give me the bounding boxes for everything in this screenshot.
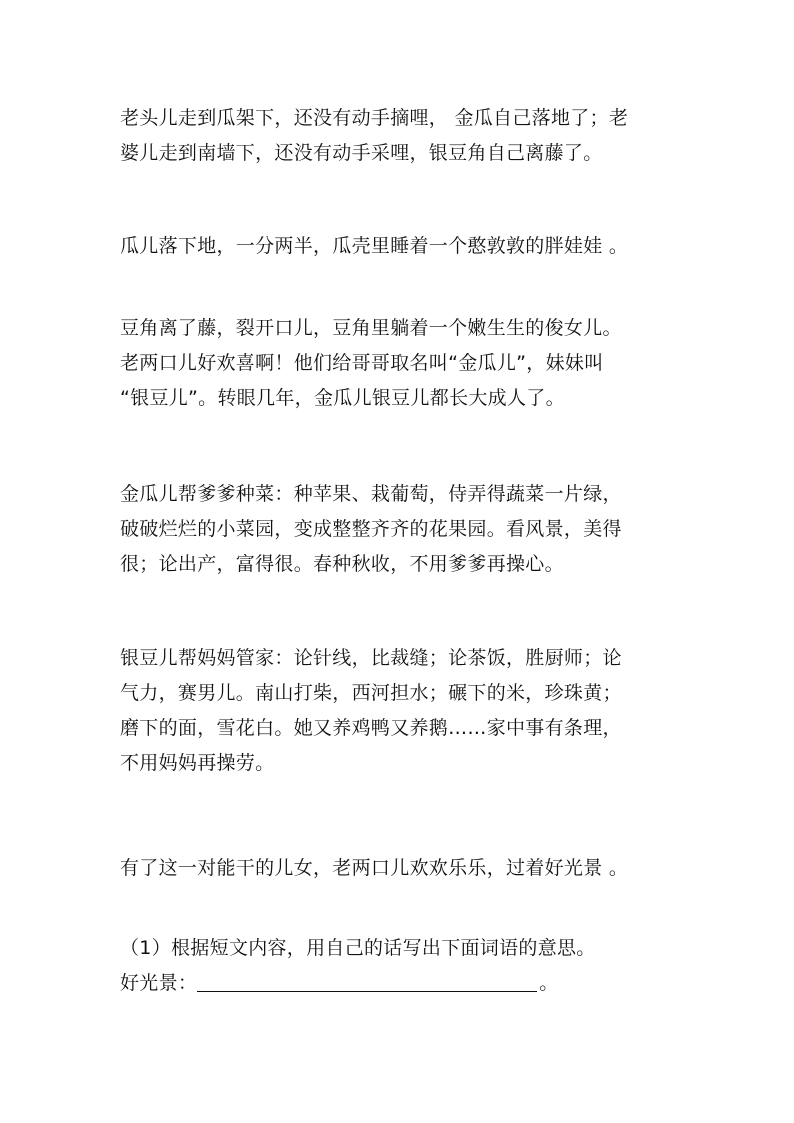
text-line: 很；论出产，富得很。春种秋收，不用爹爹再操心。	[120, 553, 564, 575]
answer-line-row	[120, 966, 680, 1001]
text-line: 银豆儿帮妈妈管家：论针线，比裁缝；论茶饭，胜厨师；论	[120, 647, 622, 669]
text-line: 老两口儿好欢喜啊！他们给哥哥取名叫“金瓜儿”，妹妹叫	[120, 352, 604, 374]
paragraph-1	[120, 101, 680, 171]
text-line: 瓜儿落下地，一分两半，瓜壳里睡着一个憨敦敦的胖娃娃 。	[120, 235, 629, 257]
paragraph-2	[120, 229, 680, 264]
end-mark: 。	[539, 972, 559, 994]
text-line: 有了这一对能干的儿女，老两口儿欢欢乐乐，过着好光景 。	[120, 857, 629, 879]
text-line: 豆角离了藤，裂开口儿，豆角里躺着一个嫩生生的俊女儿。	[120, 317, 622, 339]
text-line: 不用妈妈再操劳。	[120, 752, 275, 774]
paragraph-5	[120, 641, 680, 781]
text-line: 气力，赛男儿。南山打柴，西河担水；碾下的米，珍珠黄；	[120, 682, 622, 704]
text-line: 老头儿走到瓜架下，还没有动手摘哩， 金瓜自己落地了；老	[120, 107, 629, 129]
paragraph-3	[120, 311, 680, 416]
paragraph-4	[120, 477, 680, 582]
term-label: 好光景：	[120, 972, 198, 994]
text-line: 金瓜儿帮爹爹种菜：种苹果、栽葡萄，侍弄得蔬菜一片绿，	[120, 483, 622, 505]
text-line: 破破烂烂的小菜园，变成整整齐齐的花果园。看风景，美得	[120, 518, 622, 540]
answer-blank[interactable]	[197, 972, 537, 992]
question-prompt: （1）根据短文内容，用自己的话写出下面词语的意思。	[120, 937, 596, 959]
question-1	[120, 931, 680, 1001]
text-line: 磨下的面，雪花白。她又养鸡鸭又养鹅……家中事有条理，	[120, 717, 622, 739]
paragraph-6	[120, 851, 680, 886]
text-line: “银豆儿”。转眼几年，金瓜儿银豆儿都长大成人了。	[120, 387, 565, 409]
text-line: 婆儿走到南墙下，还没有动手采哩，银豆角自己离藤了。	[120, 142, 603, 164]
